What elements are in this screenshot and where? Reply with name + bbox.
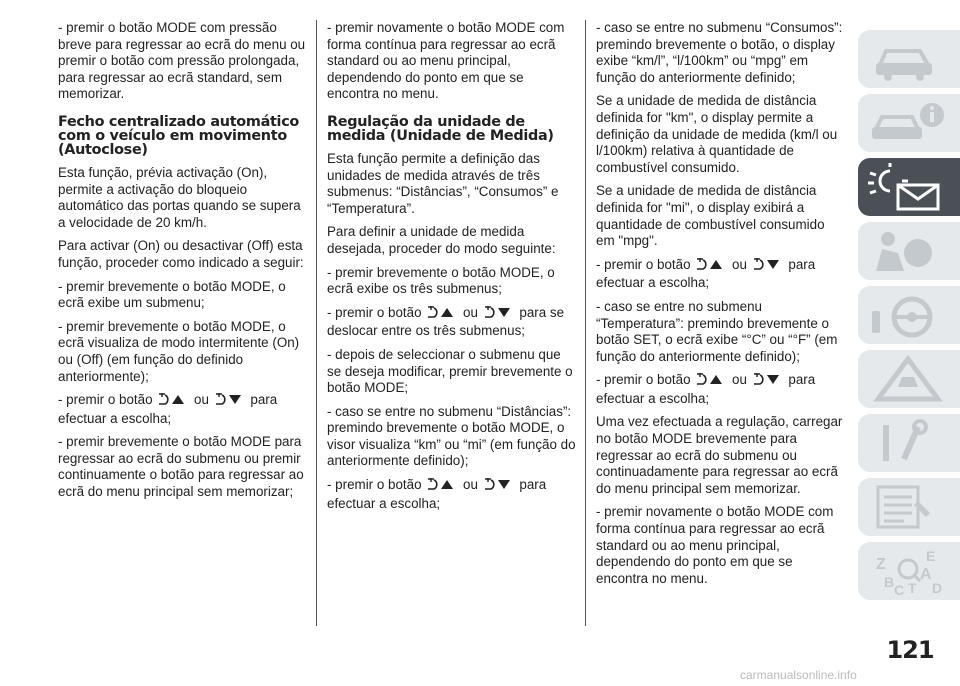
car-info-icon: [868, 99, 948, 147]
paragraph: Se a unidade de medida de distância definida for "km", o display permite a definição da unidade de medida (km/l ou l/100km) relativa à quantidade de combustível consumido.: [596, 93, 838, 175]
index-letter: B: [884, 574, 895, 590]
steering-wheel-icon: [868, 291, 948, 339]
index-letter: C: [894, 582, 905, 595]
tab-driving[interactable]: [858, 286, 960, 344]
specs-list-icon: [868, 483, 948, 531]
paragraph: - premir o botão MODE com pressão breve para regressar ao ecrã do menu ou premir o botão com pressão prolongada, para regressar ao ecrã standard, sem memorizar.: [58, 20, 306, 102]
button-up-icon: [425, 305, 459, 324]
index-letters-icon: [868, 547, 948, 595]
airbag-person-icon: [868, 227, 948, 275]
tab-car[interactable]: [858, 30, 960, 88]
paragraph: - premir brevemente o botão MODE para regressar ao ecrã do submenu ou premir continuamente o botão para regressar ao ecrã do menu principal sem memorizar;: [58, 434, 304, 500]
paragraph: Esta função, prévia activação (On), permite a activação do bloqueio automático das portas quando se supera a velocidade de 20 km/h.: [58, 164, 301, 230]
text-column-3: [596, 20, 846, 594]
section-heading-autoclose: Fecho centralizado automático com o veículo em movimento (Autoclose): [58, 113, 300, 158]
paragraph: - premir brevemente o botão MODE, o ecrã exibe um submenu;: [58, 278, 286, 311]
paragraph: - depois de seleccionar o submenu que se deseja modificar, premir brevemente o botão MODE;: [327, 346, 573, 396]
paragraph: Se a unidade de medida de distância definida for "mi", o display exibirá a quantidade de combustível consumido em "mpg".: [596, 183, 825, 249]
paragraph: Para definir a unidade de medida desejada, proceder do modo seguinte:: [327, 224, 556, 256]
paragraph: - premir brevemente o botão MODE, o ecrã exibe os três submenus;: [327, 264, 555, 297]
button-up-icon: [694, 257, 728, 276]
paragraph-with-buttons: - premir o botão ou para efectuar a escolha;: [596, 256, 816, 291]
text-column-1: [58, 20, 308, 508]
index-letter: T: [908, 580, 917, 595]
index-letter: E: [926, 548, 936, 564]
wrench-tools-icon: [868, 419, 948, 467]
button-down-icon: [751, 257, 785, 276]
column-divider-2: [585, 20, 586, 626]
paragraph: - premir novamente o botão MODE com forma contínua para regressar ao ecrã standard ou ao menu principal, dependendo do ponto em que se encontra no menu.: [327, 20, 565, 102]
paragraph: Para activar (On) ou desactivar (Off) esta função, proceder como indicado a seguir:: [58, 238, 304, 270]
tab-maintenance[interactable]: [858, 414, 960, 472]
index-letter: A: [920, 566, 932, 583]
lights-mail-icon: [868, 163, 948, 211]
tab-specifications[interactable]: [858, 478, 960, 536]
button-down-icon: [482, 305, 516, 324]
paragraph: - caso se entre no submenu “Consumos”: premindo brevemente o botão, o display exibe “km/l”, “l/100km” ou “mpg” em função do anteriormente definido;: [596, 20, 843, 85]
index-letter: D: [932, 580, 943, 595]
text-column-2: [327, 20, 577, 519]
paragraph: Esta função permite a definição das unidades de medida através de três submenus: “Distâncias”, “Consumos” e “Temperatura”.: [327, 150, 559, 216]
button-down-icon: [482, 477, 516, 496]
paragraph-with-buttons: - premir o botão ou para efectuar a escolha;: [58, 392, 278, 426]
tab-emergency[interactable]: [858, 350, 960, 408]
button-up-icon: [156, 392, 190, 411]
section-heading-unit: Regulação da unidade de medida (Unidade de Medida): [327, 113, 554, 144]
paragraph-with-buttons: - premir o botão ou para efectuar a escolha;: [596, 372, 816, 406]
paragraph: - caso se entre no submenu “Temperatura”: premindo brevemente o botão SET, o ecrã exibe “°C” ou “°F” (em função do anteriormente definido);: [596, 298, 838, 364]
button-down-icon: [751, 372, 785, 391]
paragraph: - premir novamente o botão MODE com forma contínua para regressar ao ecrã standard ou ao menu principal, dependendo do ponto em que se encontra no menu.: [596, 504, 834, 586]
tab-safety[interactable]: [858, 222, 960, 280]
car-icon: [868, 35, 948, 83]
warning-triangle-icon: [868, 355, 948, 403]
button-down-icon: [213, 392, 247, 411]
paragraph-with-buttons: - premir o botão ou para efectuar a escolha;: [327, 477, 547, 511]
paragraph: - premir brevemente o botão MODE, o ecrã visualiza de modo intermitente (On) ou (Off) (em função do definido anteriormente);: [58, 318, 300, 384]
page-number: 121: [886, 636, 934, 664]
tab-lights-display[interactable]: [858, 158, 960, 216]
paragraph: - caso se entre no submenu “Distâncias”: premindo brevemente o botão MODE, o visor visualiza “km” ou “mi” (em função do anteriormente definido);: [327, 403, 576, 469]
tab-car-info[interactable]: [858, 94, 960, 152]
paragraph: Uma vez efectuada a regulação, carregar no botão MODE brevemente para regressar ao ecrã do submenu ou continuadamente para regressar ao ecrã do menu principal sem memorizar.: [596, 414, 843, 496]
button-up-icon: [425, 477, 459, 496]
paragraph-with-buttons: - premir o botão ou para se deslocar entre os três submenus;: [327, 304, 565, 339]
tab-index[interactable]: [858, 542, 960, 600]
button-up-icon: [694, 372, 728, 391]
column-divider-1: [316, 20, 317, 626]
index-letter: Z: [876, 556, 886, 573]
watermark-footer: carmanualsonline.info: [740, 668, 857, 682]
